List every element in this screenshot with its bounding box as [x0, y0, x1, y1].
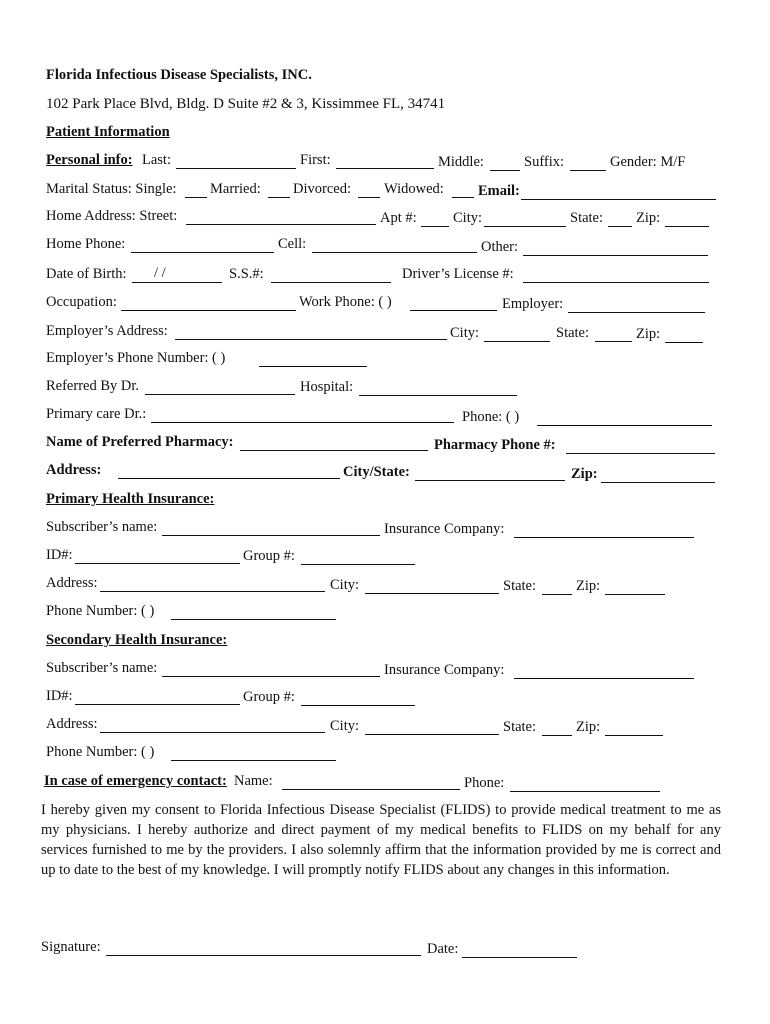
secondary-state-field[interactable]: [542, 718, 572, 736]
primary-care-label: Primary care Dr.:: [46, 406, 147, 422]
consent-statement: I hereby given my consent to Florida Infectious Disease Specialist (FLIDS) to provide medical treatment to me as my physicians. I hereby authorize and direct payment of my medical benefits to FLIDS on my behalf for any services furnished to me by the providers. I also solemnly affirm that the information provided by me is correct and up to date to the best of my knowledge. I will promptly notify FLIDS about any changes in this information.: [41, 802, 721, 878]
secondary-state-label: State:: [503, 719, 537, 735]
signature-label: Signature:: [41, 939, 101, 955]
employer-phone-label: Employer’s Phone Number: ( ): [46, 350, 226, 366]
pharmacy-zip-field[interactable]: [601, 465, 715, 483]
apt-field[interactable]: [421, 209, 449, 227]
primary-group-label: Group #:: [243, 548, 295, 564]
married-field[interactable]: [268, 180, 290, 198]
hospital-field[interactable]: [359, 378, 517, 396]
primary-subscriber-field[interactable]: [162, 518, 380, 536]
primary-insurance-heading: Primary Health Insurance:: [46, 491, 215, 507]
organization-name: Florida Infectious Disease Specialists, INC.: [46, 67, 312, 83]
secondary-subscriber-label: Subscriber’s name:: [46, 660, 158, 676]
emergency-phone-field[interactable]: [510, 774, 660, 792]
home-state-field[interactable]: [608, 209, 632, 227]
drivers-license-field[interactable]: [523, 265, 709, 283]
ssn-field[interactable]: [271, 265, 391, 283]
employer-zip-field[interactable]: [665, 325, 703, 343]
secondary-phone-label: Phone Number: ( ): [46, 744, 155, 760]
employer-state-field[interactable]: [595, 324, 632, 342]
secondary-group-label: Group #:: [243, 689, 295, 705]
pharmacy-phone-label: Pharmacy Phone #:: [434, 437, 556, 453]
referred-by-label: Referred By Dr.: [46, 378, 140, 394]
first-name-label: First:: [300, 152, 331, 168]
primary-phone-field[interactable]: [171, 602, 336, 620]
occupation-field[interactable]: [121, 293, 296, 311]
employer-city-field[interactable]: [484, 324, 550, 342]
gender-label: Gender: M/F: [610, 154, 686, 170]
middle-name-label: Middle:: [438, 154, 484, 170]
emergency-name-label: Name:: [234, 773, 273, 789]
home-zip-label: Zip:: [636, 210, 661, 226]
hospital-label: Hospital:: [300, 379, 354, 395]
secondary-subscriber-field[interactable]: [162, 659, 380, 677]
middle-name-field[interactable]: [490, 153, 520, 171]
ssn-label: S.S.#:: [229, 266, 264, 282]
primary-address-field[interactable]: [100, 574, 325, 592]
dob-label: Date of Birth:: [46, 266, 127, 282]
secondary-group-field[interactable]: [301, 688, 415, 706]
employer-state-label: State:: [556, 325, 590, 341]
single-field[interactable]: [185, 180, 207, 198]
secondary-phone-field[interactable]: [171, 743, 336, 761]
employer-address-label: Employer’s Address:: [46, 323, 168, 339]
secondary-zip-field[interactable]: [605, 718, 663, 736]
marital-status-label: Marital Status: Single:: [46, 181, 177, 197]
date-field[interactable]: [462, 940, 577, 958]
home-state-label: State:: [570, 210, 604, 226]
emergency-contact-heading: In case of emergency contact:: [44, 773, 227, 789]
cell-field[interactable]: [312, 235, 477, 253]
pharmacy-name-field[interactable]: [240, 433, 428, 451]
primary-id-field[interactable]: [75, 546, 240, 564]
employer-zip-label: Zip:: [636, 326, 661, 342]
employer-city-label: City:: [450, 325, 480, 341]
home-zip-field[interactable]: [665, 209, 709, 227]
email-label: Email:: [478, 183, 520, 199]
organization-address: 102 Park Place Blvd, Bldg. D Suite #2 & 3, Kissimmee FL, 34741: [46, 96, 446, 112]
primary-phone-label: Phone Number: ( ): [46, 603, 155, 619]
widowed-field[interactable]: [452, 180, 474, 198]
primary-subscriber-label: Subscriber’s name:: [46, 519, 158, 535]
primary-care-phone-field[interactable]: [537, 408, 712, 426]
cell-label: Cell:: [278, 236, 307, 252]
home-phone-label: Home Phone:: [46, 236, 126, 252]
primary-city-field[interactable]: [365, 576, 499, 594]
dob-separators: / /: [154, 265, 166, 281]
primary-zip-label: Zip:: [576, 578, 601, 594]
widowed-label: Widowed:: [384, 181, 444, 197]
primary-group-field[interactable]: [301, 547, 415, 565]
home-street-field[interactable]: [186, 207, 376, 225]
home-street-label: Home Address: Street:: [46, 208, 178, 224]
email-field[interactable]: [521, 182, 716, 200]
primary-care-phone-label: Phone: ( ): [462, 409, 520, 425]
personal-info-heading: Personal info:: [46, 152, 133, 168]
pharmacy-zip-label: Zip:: [571, 466, 598, 482]
work-phone-label: Work Phone: ( ): [299, 294, 392, 310]
home-phone-field[interactable]: [131, 235, 274, 253]
divorced-field[interactable]: [358, 180, 380, 198]
suffix-label: Suffix:: [524, 154, 565, 170]
primary-company-field[interactable]: [514, 520, 694, 538]
other-phone-label: Other:: [481, 239, 519, 255]
primary-state-field[interactable]: [542, 577, 572, 595]
home-city-field[interactable]: [484, 209, 566, 227]
apt-label: Apt #:: [380, 210, 417, 226]
occupation-label: Occupation:: [46, 294, 117, 310]
suffix-field[interactable]: [570, 153, 606, 171]
secondary-company-field[interactable]: [514, 661, 694, 679]
secondary-insurance-heading: Secondary Health Insurance:: [46, 632, 228, 648]
last-name-label: Last:: [142, 152, 171, 168]
pharmacy-address-label: Address:: [46, 462, 102, 478]
signature-field[interactable]: [106, 938, 421, 956]
secondary-zip-label: Zip:: [576, 719, 601, 735]
secondary-id-label: ID#:: [46, 688, 73, 704]
secondary-id-field[interactable]: [75, 687, 240, 705]
secondary-city-field[interactable]: [365, 717, 499, 735]
referred-by-field[interactable]: [145, 377, 295, 395]
date-label: Date:: [427, 941, 459, 957]
primary-address-label: Address:: [46, 575, 98, 591]
pharmacy-name-label: Name of Preferred Pharmacy:: [46, 434, 234, 450]
secondary-address-label: Address:: [46, 716, 98, 732]
employer-field[interactable]: [568, 295, 705, 313]
last-name-field[interactable]: [176, 151, 296, 169]
dob-field[interactable]: [132, 265, 222, 283]
patient-information-heading: Patient Information: [46, 124, 170, 140]
employer-address-field[interactable]: [175, 322, 447, 340]
divorced-label: Divorced:: [293, 181, 351, 197]
employer-phone-field[interactable]: [259, 349, 367, 367]
married-label: Married:: [210, 181, 261, 197]
primary-company-label: Insurance Company:: [384, 521, 505, 537]
secondary-city-label: City:: [330, 718, 360, 734]
pharmacy-address-field[interactable]: [118, 461, 340, 479]
home-city-label: City:: [453, 210, 483, 226]
primary-city-label: City:: [330, 577, 360, 593]
emergency-phone-label: Phone:: [464, 775, 505, 791]
first-name-field[interactable]: [336, 151, 434, 169]
secondary-company-label: Insurance Company:: [384, 662, 505, 678]
other-phone-field[interactable]: [523, 238, 708, 256]
secondary-address-field[interactable]: [100, 715, 325, 733]
emergency-name-field[interactable]: [282, 772, 460, 790]
pharmacy-city-state-label: City/State:: [343, 464, 410, 480]
primary-care-field[interactable]: [151, 405, 454, 423]
pharmacy-city-state-field[interactable]: [415, 463, 565, 481]
primary-state-label: State:: [503, 578, 537, 594]
primary-zip-field[interactable]: [605, 577, 665, 595]
employer-label: Employer:: [502, 296, 564, 312]
drivers-license-label: Driver’s License #:: [402, 266, 514, 282]
primary-id-label: ID#:: [46, 547, 73, 563]
work-phone-field[interactable]: [410, 293, 497, 311]
pharmacy-phone-field[interactable]: [566, 436, 715, 454]
